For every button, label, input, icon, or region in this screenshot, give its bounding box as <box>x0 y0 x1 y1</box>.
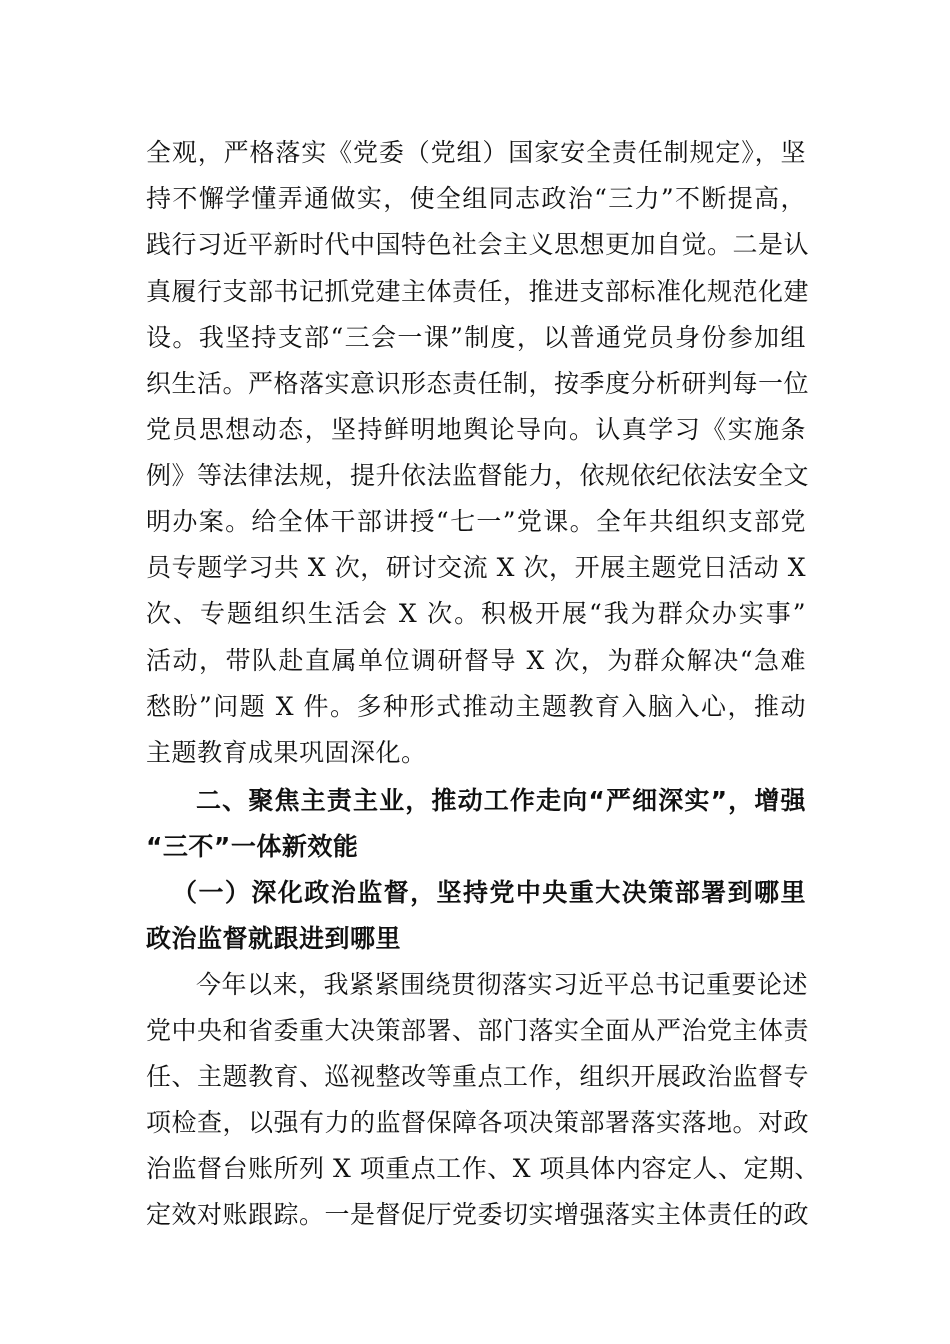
paragraph-line: 主题教育成果巩固深化。 <box>146 738 427 767</box>
paragraph-line: 例》等法律法规，提升依法监督能力，依规依纪依法安全文 <box>146 461 810 490</box>
paragraph-line: 党中央和省委重大决策部署、部门落实全面从严治党主体责 <box>146 1016 810 1045</box>
subsection-heading: 政治监督就跟进到哪里 <box>146 924 402 953</box>
paragraph-line: 任、主题教育、巡视整改等重点工作，组织开展政治监督专 <box>146 1062 810 1091</box>
paragraph-line: 项检查，以强有力的监督保障各项决策部署落实落地。对政 <box>146 1108 810 1137</box>
paragraph-line: 治监督台账所列 X 项重点工作、X 项具体内容定人、定期、 <box>146 1154 820 1183</box>
paragraph-line: 践行习近平新时代中国特色社会主义思想更加自觉。二是认 <box>146 230 810 259</box>
paragraph-line: 定效对账跟踪。一是督促厅党委切实增强落实主体责任的政 <box>146 1200 810 1229</box>
paragraph-line: 党员思想动态，坚持鲜明地舆论导向。认真学习《实施条 <box>146 415 806 444</box>
paragraph-line: 愁盼”问题 X 件。多种形式推动主题教育入脑入心，推动 <box>146 692 806 721</box>
paragraph-line: 明办案。给全体干部讲授“七一”党课。全年共组织支部党 <box>146 507 806 536</box>
paragraph-line: 活动，带队赴直属单位调研督导 X 次，为群众解决“急难 <box>146 646 806 675</box>
paragraph-line: 织生活。严格落实意识形态责任制，按季度分析研判每一位 <box>146 369 810 398</box>
paragraph-line: 今年以来，我紧紧围绕贯彻落实习近平总书记重要论述 <box>196 970 809 999</box>
paragraph-line: 员专题学习共 X 次，研讨交流 X 次，开展主题党日活动 X <box>146 553 806 582</box>
paragraph-line: 次、专题组织生活会 X 次。积极开展“我为群众办实事” <box>146 599 806 628</box>
paragraph-line: 真履行支部书记抓党建主体责任，推进支部标准化规范化建 <box>146 277 810 306</box>
paragraph-line: 设。我坚持支部“三会一课”制度，以普通党员身份参加组 <box>146 323 806 352</box>
subsection-heading: （一）深化政治监督，坚持党中央重大决策部署到哪里 <box>172 878 806 907</box>
paragraph-line: 全观，严格落实《党委（党组）国家安全责任制规定》，坚 <box>146 138 806 167</box>
paragraph-line: 持不懈学懂弄通做实，使全组同志政治“三力”不断提高， <box>146 184 806 213</box>
section-heading: “三不”一体新效能 <box>146 832 359 861</box>
section-heading: 二、聚焦主责主业，推动工作走向“严细深实”，增强 <box>196 786 806 815</box>
